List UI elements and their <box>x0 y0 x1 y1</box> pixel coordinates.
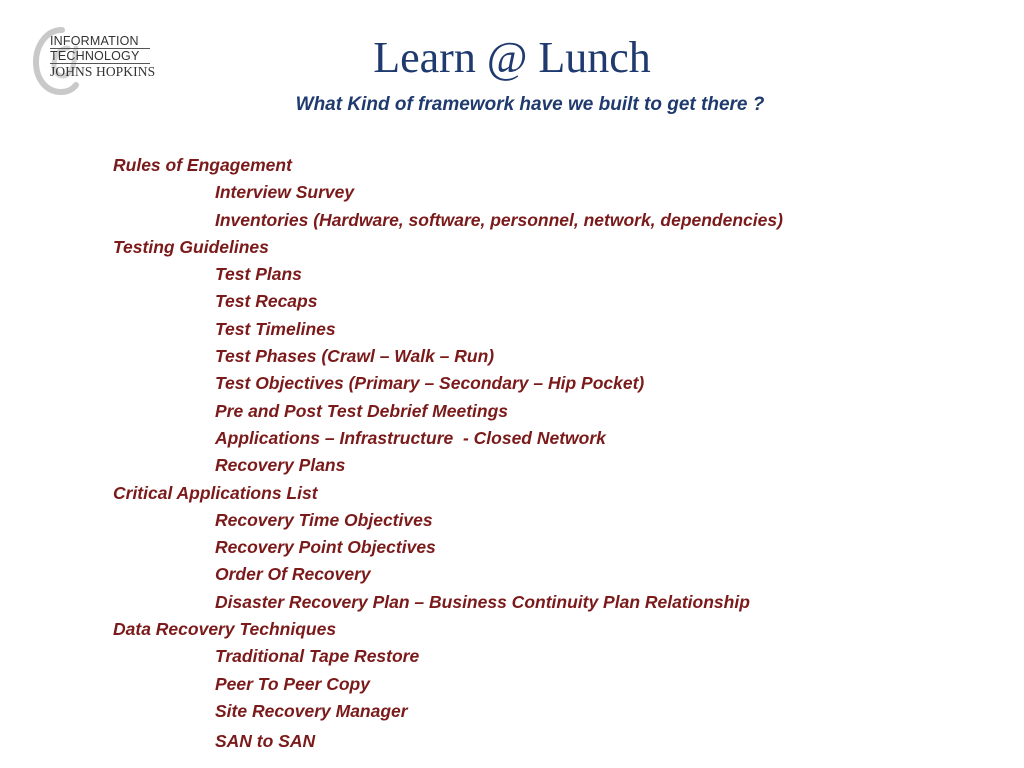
outline-subitem: Test Plans <box>215 264 302 285</box>
slide-title: Learn @ Lunch <box>373 33 651 82</box>
outline-subitem: Test Recaps <box>215 291 318 312</box>
framework-outline <box>113 152 783 756</box>
outline-heading: Rules of Engagement <box>113 155 292 175</box>
outline-subitem: Traditional Tape Restore <box>215 646 420 667</box>
logo-text-johns-hopkins: JOHNS HOPKINS <box>50 64 156 79</box>
logo-text-information: INFORMATION <box>50 34 139 48</box>
outline-subitem: Recovery Time Objectives <box>215 509 433 530</box>
outline-subitem: Site Recovery Manager <box>215 700 408 721</box>
outline-subitem: Test Timelines <box>215 318 336 339</box>
outline-subitem: Applications – Infrastructure - Closed Network <box>215 427 606 448</box>
outline-subitem: Disaster Recovery Plan – Business Continuity Plan Relationship <box>215 591 750 612</box>
outline-subitem: Inventories (Hardware, software, personnel, network, dependencies) <box>215 209 783 230</box>
outline-heading: Testing Guidelines <box>113 236 269 257</box>
outline-subitem: Peer To Peer Copy <box>215 673 370 694</box>
slide-subtitle: What Kind of framework have we built to get there ? <box>295 94 765 115</box>
outline-subitem: Test Phases (Crawl – Walk – Run) <box>215 346 495 367</box>
outline-subitem: Recovery Plans <box>215 455 346 476</box>
outline-heading: Data Recovery Techniques <box>113 619 337 640</box>
outline-subitem: Order Of Recovery <box>215 564 371 585</box>
outline-subitem: SAN to SAN <box>215 731 316 752</box>
outline-subitem: Interview Survey <box>215 182 355 203</box>
outline-heading: Critical Applications List <box>113 482 318 503</box>
outline-subitem: Test Objectives (Primary – Secondary – Hip Pocket) <box>215 373 645 394</box>
outline-subitem: Recovery Point Objectives <box>215 537 436 558</box>
logo-text-technology: TECHNOLOGY <box>50 49 140 63</box>
outline-subitem: Pre and Post Test Debrief Meetings <box>215 400 509 421</box>
